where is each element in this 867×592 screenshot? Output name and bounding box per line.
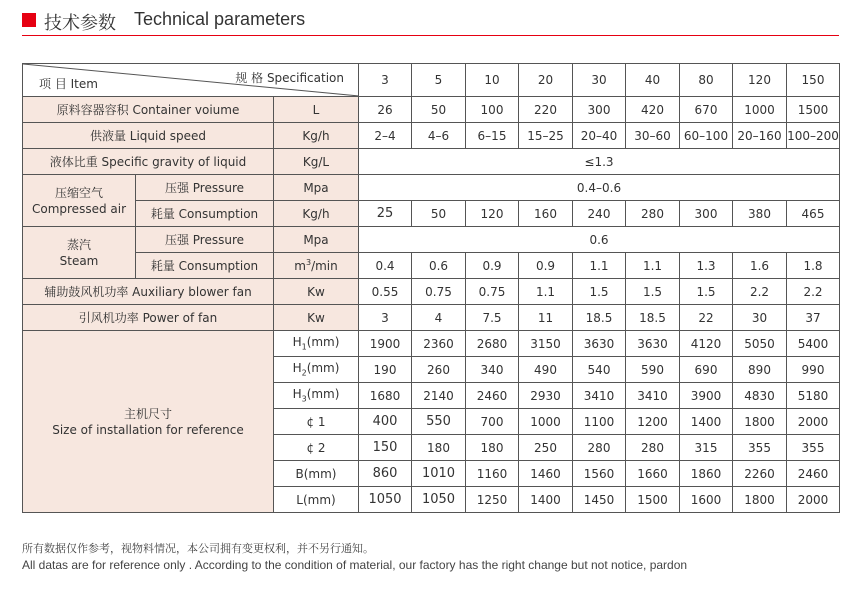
cell-value: 1010 (412, 461, 466, 487)
cell-value: 50 (412, 201, 466, 227)
cell-value: 4–6 (412, 123, 466, 149)
cell-value: 15–25 (519, 123, 573, 149)
cell-value: 37 (787, 305, 840, 331)
cell-value: 4120 (680, 331, 733, 357)
row-power-fan (23, 305, 840, 331)
cell-value: 1000 (733, 97, 787, 123)
cell-value: 20–160 (733, 123, 787, 149)
group-label-size (23, 331, 274, 513)
dim-unit: ¢ 2 (274, 435, 359, 461)
unit-sub: 3 (301, 394, 307, 404)
title-chinese: 技术参数 (44, 13, 116, 34)
cell-value: 3630 (626, 331, 680, 357)
cell-value: 100–200 (787, 123, 840, 149)
table-corner-header (23, 64, 359, 97)
cell-value: 1600 (680, 487, 733, 513)
group-label-cn: 蒸汽 (66, 237, 91, 252)
cell-value: 1.5 (626, 279, 680, 305)
dim-unit (274, 357, 359, 383)
unit-sub: 2 (301, 368, 307, 378)
section-title (22, 8, 842, 36)
cell-value: 1.5 (573, 279, 626, 305)
row-air-pressure (23, 175, 840, 201)
cell-value: 2–4 (359, 123, 412, 149)
cell-value: 300 (680, 201, 733, 227)
dim-unit: L(mm) (274, 487, 359, 513)
merged-value: ≤1.3 (359, 149, 840, 175)
unit-base: m (294, 259, 306, 273)
cell-value: 1450 (573, 487, 626, 513)
title-marker-square (22, 13, 36, 27)
row-air-consumption (23, 201, 840, 227)
cell-value: 1160 (466, 461, 519, 487)
spec-col-header: 120 (733, 64, 787, 97)
cell-value: 180 (466, 435, 519, 461)
group-label-en: Compressed air (31, 201, 127, 216)
footnote-chinese: 所有数据仅作参考，视物料情况，本公司拥有变更权利，并不另行通知。 (22, 542, 374, 555)
cell-value: 2680 (466, 331, 519, 357)
cell-value: 0.6 (412, 253, 466, 279)
row-unit: Kg/L (274, 149, 359, 175)
spec-col-header: 150 (787, 64, 840, 97)
cell-value: 18.5 (626, 305, 680, 331)
sub-label: 压强 Pressure (136, 227, 274, 253)
unit-base: H (292, 361, 302, 376)
cell-value: 340 (466, 357, 519, 383)
row-container-volume (23, 97, 840, 123)
cell-value: 540 (573, 357, 626, 383)
cell-value: 30 (733, 305, 787, 331)
cell-value: 2260 (733, 461, 787, 487)
spec-header-label: 规 格 Specification (235, 71, 344, 85)
group-label-en: Size of installation for reference (52, 422, 244, 437)
cell-value: 1800 (733, 409, 787, 435)
group-label-cn: 压缩空气 (54, 185, 103, 200)
cell-value: 1460 (519, 461, 573, 487)
cell-value: 60–100 (680, 123, 733, 149)
title-english: Technical parameters (134, 9, 306, 29)
cell-value: 860 (359, 461, 412, 487)
spec-col-header: 30 (573, 64, 626, 97)
row-steam-pressure (23, 227, 840, 253)
cell-value: 5050 (733, 331, 787, 357)
cell-value: 1250 (466, 487, 519, 513)
cell-value: 280 (573, 435, 626, 461)
cell-value: 1100 (573, 409, 626, 435)
cell-value: 1400 (680, 409, 733, 435)
cell-value: 2460 (787, 461, 840, 487)
cell-value: 1660 (626, 461, 680, 487)
cell-value: 3410 (573, 383, 626, 409)
cell-value: 0.75 (466, 279, 519, 305)
cell-value: 1.1 (626, 253, 680, 279)
cell-value: 1050 (412, 487, 466, 513)
cell-value: 190 (359, 357, 412, 383)
cell-value: 3630 (573, 331, 626, 357)
cell-value: 25 (359, 201, 412, 227)
cell-value: 6–15 (466, 123, 519, 149)
row-unit: L (274, 97, 359, 123)
unit-tail: (mm) (306, 335, 340, 350)
title-divider-line (22, 35, 839, 36)
cell-value: 1200 (626, 409, 680, 435)
cell-value: 4 (412, 305, 466, 331)
cell-value: 1.3 (680, 253, 733, 279)
cell-value: 3900 (680, 383, 733, 409)
cell-value: 2360 (412, 331, 466, 357)
cell-value: 0.9 (466, 253, 519, 279)
row-label: 原料容器容积 Container voiume (23, 97, 274, 123)
cell-value: 465 (787, 201, 840, 227)
cell-value: 590 (626, 357, 680, 383)
unit-sup: 3 (305, 258, 312, 267)
cell-value: 2460 (466, 383, 519, 409)
cell-value: 20–40 (573, 123, 626, 149)
cell-value: 30–60 (626, 123, 680, 149)
cell-value: 5400 (787, 331, 840, 357)
unit-base: H (292, 335, 302, 350)
group-label-compressed-air (23, 175, 136, 227)
row-unit: Kw (274, 279, 359, 305)
cell-value: 1.1 (573, 253, 626, 279)
dim-unit (274, 331, 359, 357)
spec-col-header: 40 (626, 64, 680, 97)
group-label-cn: 主机尺寸 (123, 406, 172, 421)
cell-value: 7.5 (466, 305, 519, 331)
row-label: 辅助鼓风机功率 Auxiliary blower fan (23, 279, 274, 305)
cell-value: 5180 (787, 383, 840, 409)
cell-value: 1400 (519, 487, 573, 513)
merged-value: 0.6 (359, 227, 840, 253)
cell-value: 2140 (412, 383, 466, 409)
row-blower-fan (23, 279, 840, 305)
cell-value: 1.5 (680, 279, 733, 305)
cell-value: 3150 (519, 331, 573, 357)
cell-value: 990 (787, 357, 840, 383)
cell-value: 315 (680, 435, 733, 461)
item-header-label: 项 目 Item (39, 77, 98, 91)
dim-unit (274, 383, 359, 409)
cell-value: 1050 (359, 487, 412, 513)
spec-col-header: 80 (680, 64, 733, 97)
row-label: 液体比重 Specific gravity of liquid (23, 149, 274, 175)
sub-label: 耗量 Consumption (136, 201, 274, 227)
cell-value: 1.8 (787, 253, 840, 279)
cell-value: 420 (626, 97, 680, 123)
group-label-steam (23, 227, 136, 279)
cell-value: 280 (626, 201, 680, 227)
unit-tail: (mm) (306, 361, 340, 376)
cell-value: 690 (680, 357, 733, 383)
cell-value: 2.2 (733, 279, 787, 305)
cell-value: 2000 (787, 487, 840, 513)
spec-col-header: 20 (519, 64, 573, 97)
cell-value: 160 (519, 201, 573, 227)
cell-value: 18.5 (573, 305, 626, 331)
cell-value: 1500 (626, 487, 680, 513)
sub-label: 压强 Pressure (136, 175, 274, 201)
dim-unit: B(mm) (274, 461, 359, 487)
cell-value: 355 (733, 435, 787, 461)
cell-value: 3 (359, 305, 412, 331)
footnote-english: All datas are for reference only . According to the condition of material, our factory has the right change but not notice, pardon (22, 558, 688, 572)
cell-value: 400 (359, 409, 412, 435)
cell-value: 1900 (359, 331, 412, 357)
cell-value: 22 (680, 305, 733, 331)
cell-value: 260 (412, 357, 466, 383)
spec-col-header: 5 (412, 64, 466, 97)
cell-value: 50 (412, 97, 466, 123)
cell-value: 1000 (519, 409, 573, 435)
cell-value: 0.9 (519, 253, 573, 279)
cell-value: 11 (519, 305, 573, 331)
cell-value: 26 (359, 97, 412, 123)
sub-label: 耗量 Consumption (136, 253, 274, 279)
row-unit: Kw (274, 305, 359, 331)
row-unit: Kg/h (274, 201, 359, 227)
parameters-table (22, 63, 840, 513)
cell-value: 300 (573, 97, 626, 123)
cell-value: 2.2 (787, 279, 840, 305)
cell-value: 4830 (733, 383, 787, 409)
cell-value: 0.4 (359, 253, 412, 279)
spec-col-header: 10 (466, 64, 519, 97)
group-label-en: Steam (59, 253, 99, 268)
cell-value: 380 (733, 201, 787, 227)
row-unit: Kg/h (274, 123, 359, 149)
cell-value: 355 (787, 435, 840, 461)
cell-value: 0.75 (412, 279, 466, 305)
cell-value: 2000 (787, 409, 840, 435)
unit-tail: (mm) (306, 387, 340, 402)
cell-value: 100 (466, 97, 519, 123)
cell-value: 250 (519, 435, 573, 461)
row-specific-gravity (23, 149, 840, 175)
cell-value: 1560 (573, 461, 626, 487)
cell-value: 490 (519, 357, 573, 383)
cell-value: 1500 (787, 97, 840, 123)
merged-value: 0.4–0.6 (359, 175, 840, 201)
cell-value: 890 (733, 357, 787, 383)
unit-sub: 1 (301, 342, 307, 352)
unit-base: H (292, 387, 302, 402)
cell-value: 1.1 (519, 279, 573, 305)
cell-value: 120 (466, 201, 519, 227)
cell-value: 1680 (359, 383, 412, 409)
row-steam-consumption (23, 253, 840, 279)
cell-value: 0.55 (359, 279, 412, 305)
row-label: 引风机功率 Power of fan (23, 305, 274, 331)
cell-value: 2930 (519, 383, 573, 409)
cell-value: 280 (626, 435, 680, 461)
row-size-h1 (23, 331, 840, 357)
cell-value: 550 (412, 409, 466, 435)
cell-value: 1800 (733, 487, 787, 513)
row-liquid-speed (23, 123, 840, 149)
spec-col-header: 3 (359, 64, 412, 97)
cell-value: 180 (412, 435, 466, 461)
cell-value: 3410 (626, 383, 680, 409)
cell-value: 700 (466, 409, 519, 435)
row-label: 供液量 Liquid speed (23, 123, 274, 149)
dim-unit: ¢ 1 (274, 409, 359, 435)
cell-value: 1.6 (733, 253, 787, 279)
row-unit: Mpa (274, 227, 359, 253)
row-unit: Mpa (274, 175, 359, 201)
cell-value: 670 (680, 97, 733, 123)
cell-value: 220 (519, 97, 573, 123)
unit-tail: /min (311, 259, 338, 273)
cell-value: 150 (359, 435, 412, 461)
cell-value: 240 (573, 201, 626, 227)
row-unit (274, 253, 359, 279)
cell-value: 1860 (680, 461, 733, 487)
